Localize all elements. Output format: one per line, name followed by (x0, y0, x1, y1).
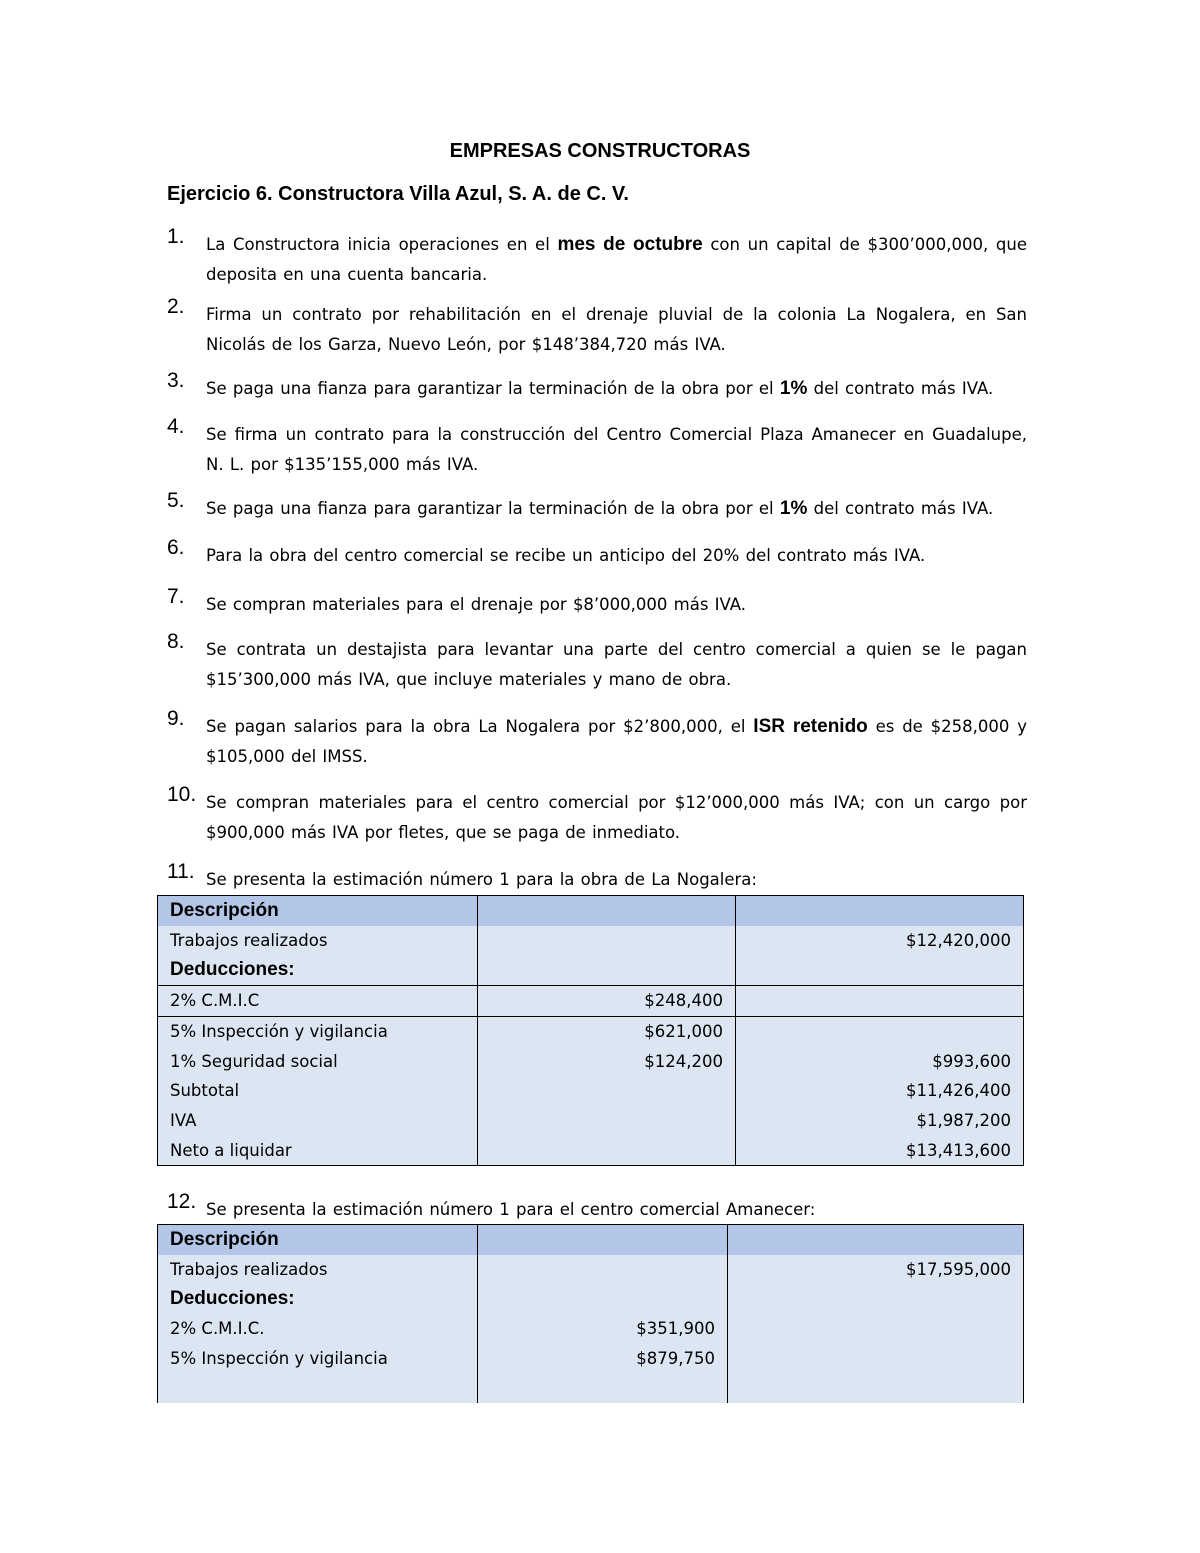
item-text: Se paga una fianza para garantizar la terminación de la obra por el 1% del contrato más IVA. (206, 378, 994, 399)
item-number: 1. (167, 225, 185, 248)
header-description: Descripción (158, 1225, 478, 1255)
item-number: 6. (167, 536, 185, 559)
list-item-10 (167, 783, 1027, 848)
list-item-7 (167, 585, 1027, 620)
item-text: Se presenta la estimación número 1 para el centro comercial Amanecer: (206, 1200, 816, 1219)
item-text: Se compran materiales para el drenaje por $8’000,000 más IVA. (206, 595, 747, 614)
table-row: Deducciones: (158, 1284, 1024, 1314)
item-text: Se paga una fianza para garantizar la terminación de la obra por el 1% del contrato más IVA. (206, 498, 994, 519)
list-item-4 (167, 415, 1027, 480)
table-row: Trabajos realizados $17,595,000 (158, 1255, 1024, 1285)
list-item-12 (167, 1190, 1027, 1225)
list-item-6 (167, 536, 1027, 571)
item-text: Se pagan salarios para la obra La Nogalera por $2’800,000, el ISR retenido es de $258,000 y $105,000 del IMSS. (206, 716, 1027, 766)
list-item-3 (167, 369, 1027, 404)
table-row: Deducciones: (158, 955, 1024, 985)
item-number: 5. (167, 489, 185, 512)
table-row: Neto a liquidar $13,413,600 (158, 1136, 1024, 1166)
item-text: Se compran materiales para el centro comercial por $12’000,000 más IVA; con un cargo por $900,000 más IVA por fletes, que se paga de inmediato. (206, 793, 1027, 842)
item-number: 8. (167, 630, 185, 653)
list-item-5 (167, 489, 1027, 524)
header-description: Descripción (158, 896, 478, 926)
table-row: Trabajos realizados $12,420,000 (158, 926, 1024, 956)
table-header-row (158, 896, 1024, 926)
table-header-row (158, 1225, 1024, 1255)
list-item-9 (167, 707, 1027, 772)
table-row: 2% C.M.I.C $248,400 (158, 986, 1024, 1017)
table-row: 5% Inspección y vigilancia $879,750 (158, 1344, 1024, 1374)
list-item-1 (167, 225, 1027, 290)
item-number: 2. (167, 295, 185, 318)
exercise-title: Ejercicio 6. Constructora Villa Azul, S. A. de C. V. (167, 183, 629, 205)
item-number: 7. (167, 585, 185, 608)
table-row: 2% C.M.I.C. $351,900 (158, 1314, 1024, 1344)
estimate-table-amanecer (157, 1224, 1024, 1403)
table-row: 1% Seguridad social $124,200 $993,600 (158, 1046, 1024, 1076)
item-text: Para la obra del centro comercial se recibe un anticipo del 20% del contrato más IVA. (206, 546, 926, 565)
list-item-11 (167, 860, 1027, 895)
item-number: 4. (167, 415, 185, 438)
item-number: 12. (167, 1190, 197, 1213)
table-row (158, 1373, 1024, 1403)
item-text: Se presenta la estimación número 1 para la obra de La Nogalera: (206, 870, 757, 889)
item-text: La Constructora inicia operaciones en el mes de octubre con un capital de $300’000,000, que deposita en una cuenta bancaria. (206, 234, 1027, 284)
table-row: Subtotal $11,426,400 (158, 1076, 1024, 1106)
item-text: Firma un contrato por rehabilitación en el drenaje pluvial de la colonia La Nogalera, en San Nicolás de los Garza, Nuevo León, por $148’384,720 más IVA. (206, 305, 1027, 354)
item-number: 3. (167, 369, 185, 392)
item-text: Se firma un contrato para la construcción del Centro Comercial Plaza Amanecer en Guadalupe, N. L. por $135’155,000 más IVA. (206, 425, 1027, 474)
item-number: 9. (167, 707, 185, 730)
item-number: 11. (167, 860, 195, 883)
item-number: 10. (167, 783, 197, 806)
list-item-2 (167, 295, 1027, 360)
page-title: EMPRESAS CONSTRUCTORAS (449, 140, 751, 162)
estimate-table-nogalera (157, 895, 1024, 1166)
table-row: 5% Inspección y vigilancia $621,000 (158, 1016, 1024, 1046)
item-text: Se contrata un destajista para levantar una parte del centro comercial a quien se le pagan $15’300,000 más IVA, que incluye materiales y mano de obra. (206, 640, 1027, 689)
table-row: IVA $1,987,200 (158, 1106, 1024, 1136)
list-item-8 (167, 630, 1027, 695)
